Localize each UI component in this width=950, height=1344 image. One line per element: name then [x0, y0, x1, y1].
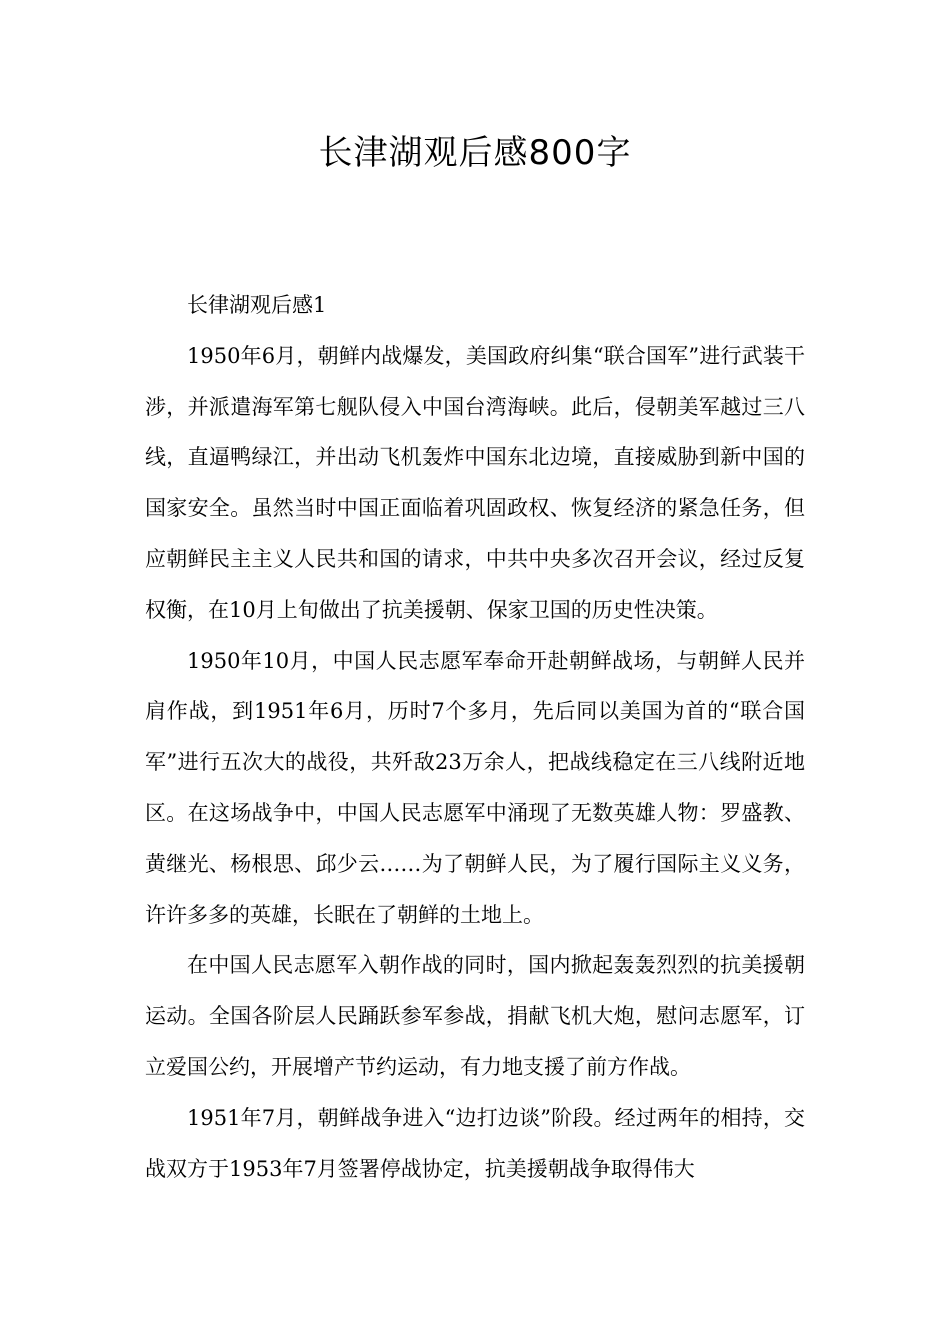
- section-heading: 长律湖观后感1: [187, 293, 327, 317]
- paragraph: 1950年10月，中国人民志愿军奉命开赴朝鲜战场，与朝鲜人民并肩作战，到1951年6月，历时7个多月，先后同以美国为首的“联合国军”进行五次大的战役，共歼敌23万余人，把战线稳定在三八线附近地区。在这场战争中，中国人民志愿军中涌现了无数英雄人物：罗盛教、黄继光、杨根思、邱少云……为了朝鲜人民，为了履行国际主义义务，许许多多的英雄，长眠在了朝鲜的土地上。: [145, 648, 805, 927]
- document-title: 长津湖观后感800字: [318, 133, 632, 173]
- paragraph: 在中国人民志愿军入朝作战的同时，国内掀起轰轰烈烈的抗美援朝运动。全国各阶层人民踊跃参军参战，捐献飞机大炮，慰问志愿军，订立爱国公约，开展增产节约运动，有力地支援了前方作战。: [145, 953, 805, 1079]
- paragraph: 1951年7月，朝鲜战争进入“边打边谈”阶段。经过两年的相持，交战双方于1953年7月签署停战协定，抗美援朝战争取得伟大: [145, 1105, 805, 1181]
- paragraph: 1950年6月，朝鲜内战爆发，美国政府纠集“联合国军”进行武装干涉，并派遣海军第七舰队侵入中国台湾海峡。此后，侵朝美军越过三八线，直逼鸭绿江，并出动飞机轰炸中国东北边境，直接威胁到新中国的国家安全。虽然当时中国正面临着巩固政权、恢复经济的紧急任务，但应朝鲜民主主义人民共和国的请求，中共中央多次召开会议，经过反复权衡，在10月上旬做出了抗美援朝、保家卫国的历史性决策。: [145, 343, 805, 622]
- document-body: [145, 280, 805, 1194]
